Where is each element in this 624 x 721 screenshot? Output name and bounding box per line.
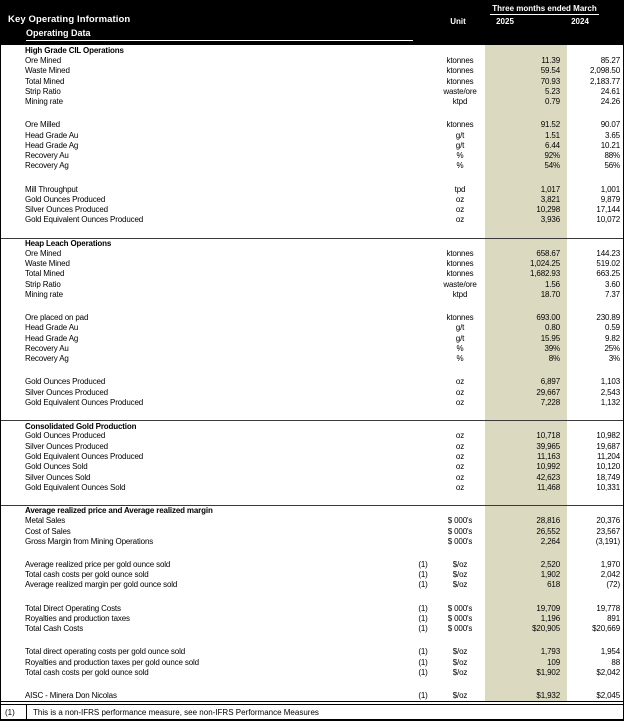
cell-v24: 10.21 bbox=[600, 140, 620, 150]
table-row bbox=[1, 690, 624, 700]
cell-unit: ktonnes bbox=[446, 66, 474, 76]
table-row bbox=[1, 441, 624, 451]
table-row bbox=[1, 516, 624, 526]
cell-note: (1) bbox=[418, 657, 428, 667]
cell-unit: ktpd bbox=[452, 289, 468, 299]
cell-v24: (72) bbox=[606, 580, 620, 590]
spacer-row bbox=[1, 634, 624, 647]
cell-v24: 85.27 bbox=[600, 55, 620, 65]
cell-v24: 3.65 bbox=[605, 130, 620, 140]
section-title-operating-data: Operating Data bbox=[26, 28, 413, 41]
cell-unit: oz bbox=[455, 377, 465, 387]
cell-v25: 2,264 bbox=[540, 536, 560, 546]
table-row bbox=[1, 161, 624, 171]
cell-v25: 109 bbox=[547, 657, 560, 667]
cell-label: Total cash costs per gold ounce sold bbox=[25, 667, 149, 677]
cell-note: (1) bbox=[418, 570, 428, 580]
cell-v24: 88 bbox=[611, 657, 620, 667]
cell-label: Ore placed on pad bbox=[25, 313, 89, 323]
cell-unit: ktonnes bbox=[446, 248, 474, 258]
table-row bbox=[1, 613, 624, 623]
cell-v25: 1,793 bbox=[540, 647, 560, 657]
table-row bbox=[1, 130, 624, 140]
cell-v24: 23,567 bbox=[596, 526, 620, 536]
cell-v24: 1,103 bbox=[600, 377, 620, 387]
cell-v24: 90.07 bbox=[600, 120, 620, 130]
cell-v24: 3% bbox=[608, 354, 620, 364]
spacer-row bbox=[1, 300, 624, 313]
cell-label: Strip Ratio bbox=[25, 86, 61, 96]
cell-v24: 11,204 bbox=[597, 451, 620, 461]
cell-label: Total Mined bbox=[25, 76, 65, 86]
table-row bbox=[1, 279, 624, 289]
cell-unit: $ 000's bbox=[447, 526, 473, 536]
cell-label: Gold Ounces Produced bbox=[25, 431, 106, 441]
table-row bbox=[1, 647, 624, 657]
cell-unit: $/oz bbox=[452, 667, 468, 677]
cell-v25: 19,709 bbox=[536, 603, 560, 613]
cell-label: Royalties and production taxes bbox=[25, 613, 130, 623]
cell-label: Gold Equivalent Ounces Produced bbox=[25, 451, 144, 461]
cell-label: Mining rate bbox=[25, 97, 63, 107]
table-row bbox=[1, 76, 624, 86]
cell-label: Silver Ounces Sold bbox=[25, 472, 91, 482]
table-row bbox=[1, 526, 624, 536]
cell-v25: 10,298 bbox=[536, 205, 560, 215]
cell-label: High Grade CIL Operations bbox=[25, 45, 124, 55]
cell-v24: $20,669 bbox=[592, 624, 620, 634]
period-header bbox=[464, 4, 624, 15]
table-row bbox=[1, 624, 624, 634]
cell-note: (1) bbox=[418, 690, 428, 700]
cell-v25: 15.95 bbox=[540, 333, 560, 343]
section-row bbox=[1, 420, 624, 430]
cell-label: Gross Margin from Mining Operations bbox=[25, 536, 154, 546]
cell-v24: 1,970 bbox=[600, 559, 620, 569]
cell-label: Metal Sales bbox=[25, 516, 66, 526]
cell-v25: 70.93 bbox=[540, 76, 560, 86]
cell-v24: 663.25 bbox=[596, 269, 620, 279]
table-row bbox=[1, 482, 624, 492]
cell-unit: oz bbox=[455, 451, 465, 461]
cell-v25: 7,228 bbox=[540, 397, 560, 407]
cell-v25: 1,024.25 bbox=[530, 259, 560, 269]
cell-v25: 28,816 bbox=[536, 516, 560, 526]
cell-label: Recovery Au bbox=[25, 343, 69, 353]
cell-unit: g/t bbox=[455, 140, 465, 150]
cell-v24: 144.23 bbox=[596, 248, 620, 258]
table-row bbox=[1, 140, 624, 150]
table-row bbox=[1, 120, 624, 130]
cell-v24: 519.02 bbox=[596, 259, 620, 269]
cell-unit: oz bbox=[455, 387, 465, 397]
cell-v24: 88% bbox=[604, 151, 620, 161]
cell-label: Total Cash Costs bbox=[25, 624, 84, 634]
cell-v25: 10,718 bbox=[536, 431, 560, 441]
cell-v25: 11,163 bbox=[537, 451, 560, 461]
cell-v25: $20,905 bbox=[532, 624, 560, 634]
cell-label: Gold Equivalent Ounces Sold bbox=[25, 482, 126, 492]
cell-label: Cost of Sales bbox=[25, 526, 71, 536]
cell-v25: 26,552 bbox=[536, 526, 560, 536]
cell-label: Waste Mined bbox=[25, 259, 70, 269]
cell-note: (1) bbox=[418, 667, 428, 677]
cell-unit: $/oz bbox=[452, 690, 468, 700]
cell-v25: 39,965 bbox=[536, 441, 560, 451]
table-row bbox=[1, 96, 624, 106]
cell-unit: g/t bbox=[455, 130, 465, 140]
cell-v24: 10,331 bbox=[596, 482, 620, 492]
table-row bbox=[1, 377, 624, 387]
spacer-row bbox=[1, 225, 624, 238]
cell-label: Head Grade Au bbox=[25, 130, 79, 140]
cell-v25: 92% bbox=[544, 151, 560, 161]
table-row bbox=[1, 536, 624, 546]
cell-unit: oz bbox=[455, 397, 465, 407]
cell-unit: g/t bbox=[455, 333, 465, 343]
cell-v24: 1,001 bbox=[600, 184, 620, 194]
cell-v24: $2,045 bbox=[596, 690, 620, 700]
table-row bbox=[1, 215, 624, 225]
cell-v24: 10,120 bbox=[596, 462, 620, 472]
cell-unit: ktonnes bbox=[446, 55, 474, 65]
cell-unit: ktonnes bbox=[446, 259, 474, 269]
cell-v24: 24.26 bbox=[600, 97, 620, 107]
cell-v24: 24.61 bbox=[600, 86, 620, 96]
cell-v24: 10,072 bbox=[596, 215, 620, 225]
cell-label: Gold Ounces Produced bbox=[25, 194, 106, 204]
spacer-row bbox=[1, 171, 624, 184]
table-row bbox=[1, 150, 624, 160]
section-row bbox=[1, 238, 624, 248]
cell-label: Recovery Au bbox=[25, 151, 69, 161]
cell-label: Total cash costs per gold ounce sold bbox=[25, 570, 149, 580]
cell-v25: 3,821 bbox=[540, 194, 560, 204]
cell-v24: 2,183.77 bbox=[590, 76, 620, 86]
table-row bbox=[1, 462, 624, 472]
cell-unit: oz bbox=[455, 462, 465, 472]
table-row bbox=[1, 387, 624, 397]
cell-v25: 39% bbox=[544, 343, 560, 353]
cell-label: Mining rate bbox=[25, 289, 63, 299]
cell-v24: 891 bbox=[607, 613, 620, 623]
cell-v24: 1,954 bbox=[600, 647, 620, 657]
table-row bbox=[1, 451, 624, 461]
cell-unit: ktonnes bbox=[446, 269, 474, 279]
spacer-row bbox=[1, 590, 624, 603]
cell-v25: 29,667 bbox=[536, 387, 560, 397]
cell-v24: 17,144 bbox=[596, 205, 620, 215]
cell-unit: ktonnes bbox=[446, 76, 474, 86]
cell-label: Ore Mined bbox=[25, 55, 61, 65]
cell-v25: 658.67 bbox=[536, 248, 560, 258]
cell-v25: 8% bbox=[548, 354, 560, 364]
footnote-text: This is a non-IFRS performance measure, see non-IFRS Performance Measures bbox=[33, 707, 319, 717]
cell-unit: waste/ore bbox=[443, 279, 477, 289]
table-row bbox=[1, 657, 624, 667]
cell-label: Ore Milled bbox=[25, 120, 60, 130]
cell-label: Average realized margin per gold ounce sold bbox=[25, 580, 178, 590]
table-header bbox=[1, 1, 624, 45]
cell-v24: $2,042 bbox=[596, 667, 620, 677]
cell-v25: 59.54 bbox=[540, 66, 560, 76]
cell-label: Recovery Ag bbox=[25, 354, 69, 364]
cell-unit: $/oz bbox=[452, 647, 468, 657]
cell-unit: % bbox=[456, 161, 464, 171]
table-row bbox=[1, 333, 624, 343]
cell-unit: oz bbox=[455, 472, 465, 482]
cell-unit: oz bbox=[455, 482, 465, 492]
cell-unit: % bbox=[456, 354, 464, 364]
cell-v24: 1,132 bbox=[600, 397, 620, 407]
cell-unit: oz bbox=[455, 441, 465, 451]
cell-v25: 3,936 bbox=[540, 215, 560, 225]
cell-unit: waste/ore bbox=[443, 86, 477, 96]
cell-v25: 1,902 bbox=[540, 570, 560, 580]
page-title: Key Operating Information bbox=[8, 14, 131, 25]
table-row bbox=[1, 343, 624, 353]
cell-unit: oz bbox=[455, 194, 465, 204]
spacer-row bbox=[1, 678, 624, 691]
footnote-row bbox=[1, 705, 624, 719]
cell-v25: 1.51 bbox=[545, 130, 560, 140]
cell-note: (1) bbox=[418, 580, 428, 590]
cell-v25: 6,897 bbox=[540, 377, 560, 387]
cell-v24: 2,042 bbox=[600, 570, 620, 580]
section-row bbox=[1, 505, 624, 515]
table-row bbox=[1, 204, 624, 214]
cell-note: (1) bbox=[418, 647, 428, 657]
table-row bbox=[1, 667, 624, 677]
cell-label: AISC - Minera Don Nicolas bbox=[25, 690, 117, 700]
cell-unit: $/oz bbox=[452, 559, 468, 569]
cell-label: Total Mined bbox=[25, 269, 65, 279]
table-row bbox=[1, 248, 624, 258]
cell-unit: $ 000's bbox=[447, 516, 473, 526]
cell-v24: 25% bbox=[604, 343, 620, 353]
cell-v24: 2,543 bbox=[600, 387, 620, 397]
cell-v25: 11.39 bbox=[541, 55, 560, 65]
cell-label: Average realized price per gold ounce sold bbox=[25, 559, 171, 569]
cell-label: Average realized price and Average realized margin bbox=[25, 506, 213, 516]
cell-v24: 56% bbox=[604, 161, 620, 171]
cell-label: Mill Throughput bbox=[25, 184, 78, 194]
cell-v25: 18.70 bbox=[540, 289, 560, 299]
cell-v25: 618 bbox=[547, 580, 560, 590]
cell-unit: ktpd bbox=[452, 97, 468, 107]
cell-label: Ore Mined bbox=[25, 248, 61, 258]
cell-unit: $ 000's bbox=[447, 624, 473, 634]
cell-label: Heap Leach Operations bbox=[25, 238, 112, 248]
table-row bbox=[1, 397, 624, 407]
table-row bbox=[1, 323, 624, 333]
cell-label: Silver Ounces Produced bbox=[25, 387, 108, 397]
spacer-row bbox=[1, 408, 624, 421]
cell-v24: 10,982 bbox=[596, 431, 620, 441]
cell-v25: $1,902 bbox=[536, 667, 560, 677]
table-row bbox=[1, 431, 624, 441]
cell-v25: 6.44 bbox=[545, 140, 560, 150]
cell-unit: $ 000's bbox=[447, 603, 473, 613]
cell-label: Gold Ounces Produced bbox=[25, 377, 106, 387]
cell-label: Total Direct Operating Costs bbox=[25, 603, 121, 613]
cell-label: Strip Ratio bbox=[25, 279, 61, 289]
cell-unit: ktonnes bbox=[446, 120, 474, 130]
cell-v25: 1,017 bbox=[540, 184, 560, 194]
cell-unit: % bbox=[456, 343, 464, 353]
cell-v25: $1,932 bbox=[536, 690, 560, 700]
cell-label: Royalties and production taxes per gold ounce sold bbox=[25, 657, 199, 667]
cell-label: Head Grade Ag bbox=[25, 333, 79, 343]
cell-label: Gold Ounces Sold bbox=[25, 462, 88, 472]
cell-v24: 19,687 bbox=[596, 441, 620, 451]
cell-unit: % bbox=[456, 151, 464, 161]
cell-v24: 9,879 bbox=[600, 194, 620, 204]
table-row bbox=[1, 570, 624, 580]
cell-label: Head Grade Ag bbox=[25, 140, 79, 150]
cell-v24: 19,778 bbox=[596, 603, 620, 613]
cell-v25: 0.79 bbox=[545, 97, 560, 107]
cell-v25: 54% bbox=[544, 161, 560, 171]
cell-v25: 10,992 bbox=[536, 462, 560, 472]
table-row bbox=[1, 289, 624, 299]
cell-v25: 91.52 bbox=[540, 120, 560, 130]
table-row bbox=[1, 312, 624, 322]
table-row bbox=[1, 354, 624, 364]
table-row bbox=[1, 55, 624, 65]
table-row bbox=[1, 603, 624, 613]
cell-label: Waste Mined bbox=[25, 66, 70, 76]
cell-v25: 693.00 bbox=[536, 313, 560, 323]
cell-note: (1) bbox=[418, 624, 428, 634]
cell-label: Gold Equivalent Ounces Produced bbox=[25, 215, 144, 225]
cell-label: Recovery Ag bbox=[25, 161, 69, 171]
cell-v24: 20,376 bbox=[596, 516, 620, 526]
cell-v24: 2,098.50 bbox=[590, 66, 620, 76]
cell-v25: 2,520 bbox=[540, 559, 560, 569]
cell-unit: oz bbox=[455, 431, 465, 441]
cell-unit: oz bbox=[455, 205, 465, 215]
table-row bbox=[1, 184, 624, 194]
column-header-unit: Unit bbox=[450, 17, 466, 26]
spacer-row bbox=[1, 546, 624, 559]
cell-note: (1) bbox=[418, 603, 428, 613]
cell-unit: $/oz bbox=[452, 580, 468, 590]
cell-unit: $ 000's bbox=[447, 613, 473, 623]
cell-v24: (3,191) bbox=[595, 536, 620, 546]
cell-v25: 1,682.93 bbox=[530, 269, 560, 279]
table-row bbox=[1, 269, 624, 279]
spacer-row bbox=[1, 107, 624, 120]
cell-v24: 7.37 bbox=[605, 289, 620, 299]
cell-label: Silver Ounces Produced bbox=[25, 205, 108, 215]
table-row bbox=[1, 559, 624, 569]
column-header-2025: 2025 bbox=[496, 17, 514, 26]
table-row bbox=[1, 66, 624, 76]
cell-v25: 42,623 bbox=[536, 472, 560, 482]
table-rows bbox=[1, 45, 624, 701]
table-row bbox=[1, 258, 624, 268]
cell-label: Consolidated Gold Production bbox=[25, 421, 137, 431]
footnote-ref: (1) bbox=[1, 705, 27, 719]
spacer-row bbox=[1, 364, 624, 377]
cell-note: (1) bbox=[418, 613, 428, 623]
table-row bbox=[1, 580, 624, 590]
cell-unit: tpd bbox=[454, 184, 466, 194]
cell-label: Gold Equivalent Ounces Produced bbox=[25, 397, 144, 407]
cell-v24: 230.89 bbox=[596, 313, 620, 323]
cell-v24: 9.82 bbox=[605, 333, 620, 343]
cell-unit: oz bbox=[455, 215, 465, 225]
cell-unit: $/oz bbox=[452, 570, 468, 580]
table-row bbox=[1, 194, 624, 204]
section-row bbox=[1, 45, 624, 55]
cell-unit: $/oz bbox=[452, 657, 468, 667]
cell-v24: 3.60 bbox=[605, 279, 620, 289]
table-row bbox=[1, 86, 624, 96]
cell-label: Silver Ounces Produced bbox=[25, 441, 108, 451]
period-label: Three months ended March bbox=[492, 4, 597, 13]
cell-v25: 0.80 bbox=[545, 323, 560, 333]
cell-v25: 1,196 bbox=[540, 613, 560, 623]
cell-v24: 0.59 bbox=[605, 323, 620, 333]
cell-unit: ktonnes bbox=[446, 313, 474, 323]
cell-v25: 1.56 bbox=[545, 279, 560, 289]
cell-v25: 11,468 bbox=[537, 482, 560, 492]
column-header-2024: 2024 bbox=[571, 17, 589, 26]
cell-label: Total direct operating costs per gold ounce sold bbox=[25, 647, 186, 657]
table-row bbox=[1, 472, 624, 482]
cell-unit: g/t bbox=[455, 323, 465, 333]
cell-label: Head Grade Au bbox=[25, 323, 79, 333]
cell-unit: $ 000's bbox=[447, 536, 473, 546]
cell-v25: 5.23 bbox=[545, 86, 560, 96]
cell-v24: 18,749 bbox=[596, 472, 620, 482]
cell-note: (1) bbox=[418, 559, 428, 569]
spacer-row bbox=[1, 492, 624, 505]
